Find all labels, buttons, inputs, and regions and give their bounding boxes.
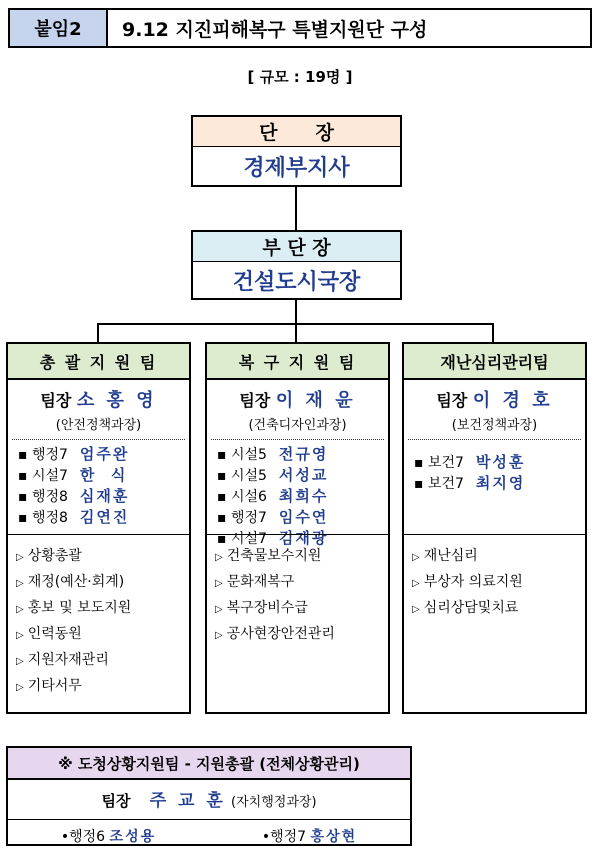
attachment-tag: 붙임2 xyxy=(10,10,108,46)
member-list xyxy=(8,826,410,846)
head-name: 경제부지사 xyxy=(243,155,350,181)
task-item: ▷ 부상자 의료지원 xyxy=(412,574,523,590)
member-item: ▪ 시설5 전규영 xyxy=(217,445,329,463)
team-recovery-support xyxy=(205,342,390,714)
member-item: ▪ 행정7 임수연 xyxy=(217,508,329,526)
triangle-icon: ▷ xyxy=(16,578,24,589)
team-name: 복 구 지 원 팀 xyxy=(207,344,388,380)
member-list xyxy=(207,440,388,549)
triangle-icon: ▷ xyxy=(412,552,420,563)
task-item: ▷ 인력동원 xyxy=(16,626,82,642)
leader-dept: (안전정책과장) xyxy=(55,418,142,433)
special-team-leader xyxy=(8,786,410,811)
team-name: 재난심리관리팀 xyxy=(404,344,585,380)
task-item: ▷ 지원자재관리 xyxy=(16,652,109,668)
special-team-title: ※ 도청상황지원팀 - 지원총괄 (전체상황관리) xyxy=(8,748,410,780)
divider xyxy=(207,534,388,535)
task-list xyxy=(207,536,388,648)
task-item: ▷ 재난심리 xyxy=(412,548,478,564)
task-item: ▷ 재정(예산·회계) xyxy=(16,574,125,590)
member-item: ▪ 시설6 최희수 xyxy=(217,487,329,505)
triangle-icon: ▷ xyxy=(215,552,223,563)
leader-prefix: 팀장 xyxy=(436,391,468,410)
member-item: ▪ 시설7 김재광 xyxy=(217,529,329,547)
deputy-box xyxy=(191,230,402,300)
member-list xyxy=(8,440,189,528)
head-box xyxy=(191,115,402,187)
task-list xyxy=(8,536,189,700)
leader-name: 이 재 윤 xyxy=(275,390,356,411)
task-item: ▷ 공사현장안전관리 xyxy=(215,626,335,642)
team-disaster-psychology xyxy=(402,342,587,714)
leader-dept: (보건정책과장) xyxy=(451,418,538,433)
member-item: ▪ 시설7 한 식 xyxy=(18,466,128,484)
leader-prefix: 팀장 xyxy=(239,391,271,410)
team-leader xyxy=(8,386,189,412)
task-item: ▷ 복구장비수급 xyxy=(215,600,308,616)
scale-label: [ 규모 : 19명 ] xyxy=(247,68,353,86)
leader-name: 소 홍 영 xyxy=(76,390,157,411)
task-list xyxy=(404,536,585,622)
member-list xyxy=(404,440,585,494)
leader-name: 이 경 호 xyxy=(472,390,553,411)
connector-line xyxy=(295,300,297,324)
leader-dept: (건축디자인과장) xyxy=(248,418,347,433)
member-item: •행정7 홍상현 xyxy=(261,829,358,845)
task-item: ▷ 기타서무 xyxy=(16,678,82,694)
connector-line xyxy=(295,187,297,232)
divider xyxy=(8,534,189,535)
member-item: ▪ 보건7 박성훈 xyxy=(414,453,526,471)
task-item: ▷ 상황총괄 xyxy=(16,548,82,564)
connector-line xyxy=(295,323,297,343)
divider xyxy=(404,534,585,535)
connector-line xyxy=(492,323,494,343)
team-general-support xyxy=(6,342,191,714)
leader-dept: (자치행정과장) xyxy=(231,795,317,810)
member-item: ▪ 행정8 심재훈 xyxy=(18,487,130,505)
triangle-icon: ▷ xyxy=(16,604,24,615)
connector-line xyxy=(97,323,99,343)
triangle-icon: ▷ xyxy=(412,578,420,589)
team-name: 총 괄 지 원 팀 xyxy=(8,344,189,380)
task-item: ▷ 심리상담및치료 xyxy=(412,600,519,616)
member-item: •행정6 조성용 xyxy=(60,829,157,845)
special-team-box xyxy=(6,746,412,846)
divider xyxy=(8,819,410,820)
member-item: ▪ 보건7 최지영 xyxy=(414,474,526,492)
member-item: ▪ 시설5 서성교 xyxy=(217,466,329,484)
task-item: ▷ 문화재복구 xyxy=(215,574,295,590)
team-leader xyxy=(207,386,388,412)
task-item: ▷ 홍보 및 보도지원 xyxy=(16,600,132,616)
title-bar xyxy=(8,8,592,48)
task-item: ▷ 건축물보수지원 xyxy=(215,548,322,564)
triangle-icon: ▷ xyxy=(215,630,223,641)
head-title: 단 장 xyxy=(193,117,400,147)
triangle-icon: ▷ xyxy=(412,604,420,615)
member-item: ▪ 행정8 김연진 xyxy=(18,508,130,526)
leader-prefix: 팀장 xyxy=(101,792,131,810)
triangle-icon: ▷ xyxy=(16,552,24,563)
triangle-icon: ▷ xyxy=(16,682,24,693)
member-item: ▪ 행정7 엄주완 xyxy=(18,445,130,463)
page-title: 9.12 지진피해복구 특별지원단 구성 xyxy=(122,18,428,41)
triangle-icon: ▷ xyxy=(215,578,223,589)
triangle-icon: ▷ xyxy=(16,656,24,667)
leader-name: 주 교 훈 xyxy=(149,791,226,811)
leader-prefix: 팀장 xyxy=(40,391,72,410)
deputy-name: 건설도시국장 xyxy=(232,269,361,295)
triangle-icon: ▷ xyxy=(215,604,223,615)
triangle-icon: ▷ xyxy=(16,630,24,641)
team-leader xyxy=(404,386,585,412)
deputy-title: 부 단 장 xyxy=(193,232,400,262)
